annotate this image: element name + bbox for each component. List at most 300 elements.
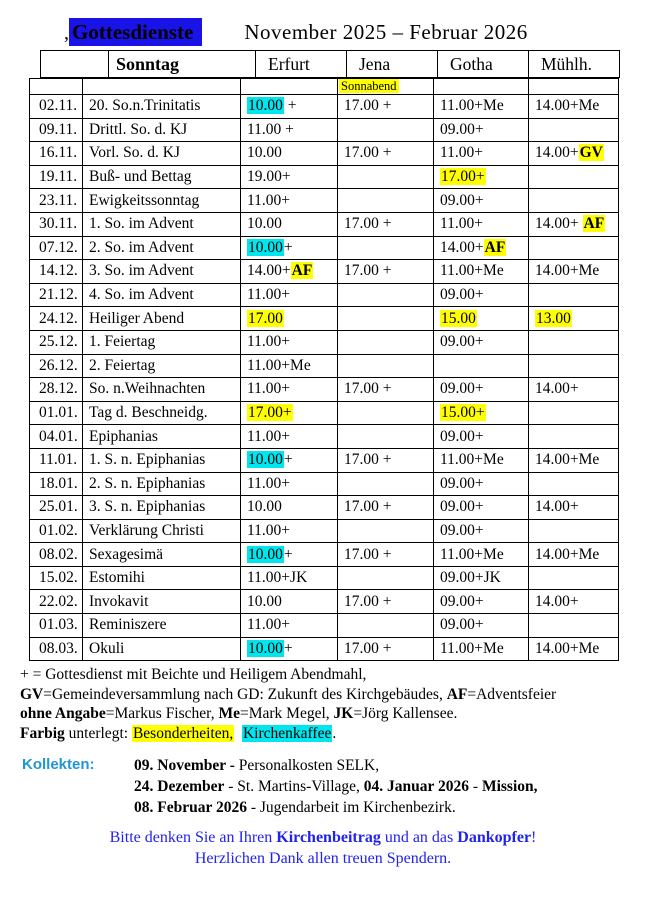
service-name-cell: Verklärung Christi: [83, 519, 241, 543]
schedule-row: [30, 401, 619, 425]
schedule-row: [30, 236, 619, 260]
time-cell-gotha: [434, 519, 529, 543]
text-segment: GV: [579, 144, 603, 162]
time-cell-jena: [338, 425, 434, 449]
time-cell-gotha: [434, 401, 529, 425]
text-segment: [234, 725, 242, 742]
schedule-row: [30, 330, 619, 354]
text-segment: =Jörg Kallensee.: [353, 705, 458, 723]
text-segment: 24. Dezember: [134, 777, 225, 795]
time-cell-erfurt: [241, 260, 338, 284]
title-highlight: Gottesdienste: [69, 18, 202, 46]
text-segment: +: [283, 238, 293, 256]
time-cell-erfurt: [241, 401, 338, 425]
service-name-cell: Okuli: [83, 637, 241, 661]
date-cell: 08.03.: [30, 637, 83, 661]
text-segment: =Markus Fischer,: [105, 705, 219, 723]
time-cell-gotha: [434, 79, 529, 95]
text-segment: + = Gottesdienst mit Beichte und Heiligem Abendmahl,: [20, 666, 367, 684]
legend-line: [20, 724, 646, 744]
time-cell-jena: [338, 165, 434, 189]
text-segment: 09.00+: [440, 427, 484, 445]
time-cell-gotha: [434, 378, 529, 402]
text-segment: 10.00: [248, 639, 283, 657]
text-segment: 10.00: [247, 592, 282, 610]
time-cell-erfurt: [241, 448, 338, 472]
service-name-cell: Ewigkeitssonntag: [83, 189, 241, 213]
service-name-cell: 3. So. im Advent: [83, 260, 241, 284]
text-segment: 17.00 +: [344, 380, 392, 398]
text-segment: AF: [446, 685, 468, 703]
service-name-cell: So. n.Weihnachten: [83, 378, 241, 402]
text-segment: 17.00 +: [344, 215, 392, 233]
text-segment: 11.00 +: [247, 120, 294, 138]
time-cell-erfurt: [241, 283, 338, 307]
text-segment: =Gemeindeversammlung nach GD: Zukunft des Kirchgebäudes,: [43, 685, 447, 703]
time-cell-muehlh: [529, 330, 619, 354]
time-cell-muehlh: [529, 189, 619, 213]
time-cell-muehlh: [529, 165, 619, 189]
header-empty-cell: [41, 51, 109, 78]
time-cell-erfurt: [241, 378, 338, 402]
text-segment: 09.00+: [440, 333, 484, 351]
date-cell: 11.01.: [30, 448, 83, 472]
text-segment: Dankopfer: [457, 828, 532, 846]
kollekten-line: [134, 797, 538, 818]
service-name-cell: Estomihi: [83, 566, 241, 590]
schedule-row: [30, 95, 619, 119]
time-cell-gotha: [434, 189, 529, 213]
text-segment: 10.00: [247, 498, 282, 516]
time-cell-erfurt: [241, 566, 338, 590]
time-cell-muehlh: [529, 378, 619, 402]
text-segment: Kirchenkaffee: [242, 725, 332, 743]
text-segment: 17.00 +: [344, 451, 392, 469]
text-segment: Herzlichen Dank allen treuen Spendern.: [194, 850, 452, 868]
text-segment: 14.00+Me: [535, 262, 600, 280]
date-cell: 16.11.: [30, 142, 83, 166]
schedule-row: [30, 283, 619, 307]
time-cell-erfurt: [241, 614, 338, 638]
text-segment: 11.00+: [247, 333, 291, 351]
text-segment: 09.00+: [440, 120, 484, 138]
time-cell-jena: [338, 590, 434, 614]
footer-note: [0, 827, 646, 870]
text-segment: JK: [333, 705, 354, 723]
time-cell-gotha: [434, 496, 529, 520]
time-cell-muehlh: [529, 614, 619, 638]
time-cell-muehlh: [529, 472, 619, 496]
page-title: [64, 20, 646, 45]
title-prefix: ,: [64, 22, 69, 44]
header-table: [40, 50, 620, 78]
text-segment: 14.00+: [535, 380, 579, 398]
time-cell-muehlh: [529, 260, 619, 284]
text-segment: +: [283, 639, 293, 657]
header-erfurt: Erfurt: [256, 51, 347, 78]
text-segment: 09.00+: [440, 592, 484, 610]
date-cell: [30, 79, 83, 95]
schedule-row: [30, 496, 619, 520]
text-segment: 17.00 +: [344, 639, 392, 657]
text-segment: 17.00+: [248, 404, 292, 422]
service-name-cell: Heiliger Abend: [83, 307, 241, 331]
text-segment: 17.00+: [441, 168, 485, 186]
schedule-row: [30, 590, 619, 614]
subheader-row: [30, 79, 619, 95]
time-cell-muehlh: [529, 307, 619, 331]
time-cell-erfurt: [241, 79, 338, 95]
time-cell-erfurt: [241, 354, 338, 378]
time-cell-jena: [338, 307, 434, 331]
time-cell-muehlh: [529, 519, 619, 543]
text-segment: - St. Martins-Village,: [224, 777, 364, 795]
text-segment: 17.00 +: [344, 592, 392, 610]
time-cell-erfurt: [241, 165, 338, 189]
header-gotha: Gotha: [438, 51, 529, 78]
legend-line: [20, 665, 646, 685]
time-cell-jena: [338, 142, 434, 166]
time-cell-gotha: [434, 614, 529, 638]
text-segment: Farbig: [20, 725, 65, 743]
time-cell-gotha: [434, 165, 529, 189]
time-cell-gotha: [434, 260, 529, 284]
text-segment: 14.00+: [535, 592, 579, 610]
date-cell: 21.12.: [30, 283, 83, 307]
header-muehlh: Mühlh.: [529, 51, 620, 78]
schedule-row: [30, 378, 619, 402]
legend-line: [20, 685, 646, 705]
text-segment: 11.00+Me: [440, 545, 504, 563]
header-jena: Jena: [347, 51, 438, 78]
schedule-row: [30, 519, 619, 543]
time-cell-jena: [338, 118, 434, 142]
text-segment: 11.00+Me: [247, 356, 311, 374]
text-segment: 14.00+Me: [535, 639, 600, 657]
text-segment: 19.00+: [247, 168, 291, 186]
text-segment: Me: [218, 705, 240, 723]
time-cell-erfurt: [241, 637, 338, 661]
text-segment: 15.00: [441, 309, 476, 327]
time-cell-erfurt: [241, 590, 338, 614]
schedule-table: [29, 78, 619, 661]
time-cell-gotha: [434, 330, 529, 354]
legend-line: [20, 704, 646, 724]
service-name-cell: 1. Feiertag: [83, 330, 241, 354]
kollekten-line: [134, 755, 538, 776]
time-cell-erfurt: [241, 330, 338, 354]
text-segment: 11.00+Me: [440, 97, 504, 115]
text-segment: 09.00+: [440, 616, 484, 634]
text-segment: 08. Februar 2026: [134, 798, 247, 816]
text-segment: 17.00 +: [344, 498, 392, 516]
schedule-row: [30, 189, 619, 213]
text-segment: 09. November -: [134, 756, 239, 774]
time-cell-jena: [338, 95, 434, 119]
service-name-cell: Vorl. So. d. KJ: [83, 142, 241, 166]
text-segment: 11.00+: [440, 144, 484, 162]
text-segment: ohne Angabe: [20, 705, 106, 723]
text-segment: 11.00+: [440, 215, 484, 233]
service-name-cell: Tag d. Beschneidg.: [83, 401, 241, 425]
text-segment: 14.00+Me: [535, 545, 600, 563]
kollekten-section: [22, 755, 646, 818]
time-cell-erfurt: [241, 307, 338, 331]
schedule-row: [30, 637, 619, 661]
kollekten-line: [134, 776, 538, 797]
service-name-cell: Sexagesimä: [83, 543, 241, 567]
time-cell-jena: [338, 637, 434, 661]
text-segment: 15.00+: [441, 404, 485, 422]
text-segment: 14.00+: [535, 215, 583, 233]
date-cell: 28.12.: [30, 378, 83, 402]
time-cell-muehlh: [529, 590, 619, 614]
text-segment: Mission,: [481, 777, 538, 795]
text-segment: !: [531, 828, 537, 846]
date-cell: 01.01.: [30, 401, 83, 425]
service-name-cell: Reminiszere: [83, 614, 241, 638]
date-cell: 14.12.: [30, 260, 83, 284]
text-segment: 09.00+JK: [440, 569, 501, 587]
text-segment: 04. Januar 2026: [363, 777, 470, 795]
time-cell-muehlh: [529, 448, 619, 472]
text-segment: Bitte denken Sie an Ihren: [109, 828, 277, 846]
schedule-row: [30, 307, 619, 331]
time-cell-jena: [338, 212, 434, 236]
schedule-row: [30, 165, 619, 189]
text-segment: 11.00+: [247, 521, 291, 539]
date-cell: 01.03.: [30, 614, 83, 638]
text-segment: 17.00 +: [344, 144, 392, 162]
text-segment: 10.00: [248, 451, 283, 469]
text-segment: 11.00+: [247, 474, 291, 492]
text-segment: 11.00+JK: [247, 569, 308, 587]
time-cell-gotha: [434, 448, 529, 472]
time-cell-gotha: [434, 637, 529, 661]
time-cell-gotha: [434, 354, 529, 378]
document-page: [0, 20, 646, 870]
text-segment: +: [283, 451, 293, 469]
text-segment: 10.00: [247, 144, 282, 162]
service-name-cell: 3. S. n. Epiphanias: [83, 496, 241, 520]
text-segment: 17.00: [248, 309, 283, 327]
time-cell-gotha: [434, 283, 529, 307]
text-segment: 11.00+: [247, 427, 291, 445]
text-segment: - Jugendarbeit im Kirchenbezirk.: [246, 798, 456, 816]
schedule-row: [30, 118, 619, 142]
time-cell-jena: [338, 354, 434, 378]
time-cell-jena: [338, 519, 434, 543]
time-cell-erfurt: [241, 118, 338, 142]
service-name-cell: [83, 79, 241, 95]
date-cell: 18.01.: [30, 472, 83, 496]
time-cell-erfurt: [241, 142, 338, 166]
time-cell-gotha: [434, 590, 529, 614]
text-segment: 10.00: [248, 545, 283, 563]
date-cell: 24.12.: [30, 307, 83, 331]
footer-line: [0, 827, 646, 849]
time-cell-muehlh: [529, 236, 619, 260]
schedule-row: [30, 425, 619, 449]
time-cell-muehlh: [529, 118, 619, 142]
time-cell-gotha: [434, 142, 529, 166]
time-cell-erfurt: [241, 95, 338, 119]
date-cell: 30.11.: [30, 212, 83, 236]
schedule-row: [30, 543, 619, 567]
date-cell: 25.01.: [30, 496, 83, 520]
date-cell: 22.02.: [30, 590, 83, 614]
text-segment: 09.00+: [440, 521, 484, 539]
text-segment: 11.00+Me: [440, 451, 504, 469]
time-cell-muehlh: [529, 401, 619, 425]
time-cell-jena: [338, 283, 434, 307]
text-segment: 14.00+: [535, 498, 579, 516]
service-name-cell: Epiphanias: [83, 425, 241, 449]
schedule-row: [30, 448, 619, 472]
text-segment: 09.00+: [440, 380, 484, 398]
time-cell-muehlh: [529, 354, 619, 378]
text-segment: 11.00+Me: [440, 639, 504, 657]
time-cell-muehlh: [529, 283, 619, 307]
service-name-cell: 1. S. n. Epiphanias: [83, 448, 241, 472]
kollekten-lines: [134, 755, 538, 818]
service-name-cell: Buß- und Bettag: [83, 165, 241, 189]
service-name-cell: 20. So.n.Trinitatis: [83, 95, 241, 119]
time-cell-jena: [338, 472, 434, 496]
time-cell-jena: [338, 260, 434, 284]
time-cell-erfurt: [241, 212, 338, 236]
schedule-row: [30, 142, 619, 166]
time-cell-gotha: [434, 543, 529, 567]
time-cell-muehlh: [529, 637, 619, 661]
time-cell-muehlh: [529, 212, 619, 236]
time-cell-gotha: [434, 566, 529, 590]
text-segment: 11.00+: [247, 191, 291, 209]
time-cell-jena: [338, 566, 434, 590]
schedule-row: [30, 566, 619, 590]
text-segment: AF: [291, 262, 313, 280]
time-cell-gotha: [434, 307, 529, 331]
text-segment: 10.00: [247, 215, 282, 233]
time-cell-muehlh: [529, 496, 619, 520]
text-segment: 14.00+: [535, 144, 579, 162]
text-segment: 11.00+Me: [440, 262, 504, 280]
footer-line: [0, 848, 646, 870]
text-segment: 10.00: [248, 97, 283, 115]
text-segment: 11.00+: [247, 616, 291, 634]
text-segment: -: [469, 777, 482, 795]
text-segment: Kirchenbeitrag: [276, 828, 381, 846]
sonnabend-note: Sonnabend: [341, 79, 397, 93]
time-cell-gotha: [434, 212, 529, 236]
text-segment: 10.00: [248, 238, 283, 256]
date-cell: 02.11.: [30, 95, 83, 119]
text-segment: 17.00 +: [344, 97, 392, 115]
text-segment: 14.00+: [440, 238, 484, 256]
text-segment: +: [283, 97, 297, 115]
text-segment: 17.00 +: [344, 262, 392, 280]
title-period: November 2025 – Februar 2026: [244, 20, 528, 44]
time-cell-gotha: [434, 425, 529, 449]
time-cell-erfurt: [241, 236, 338, 260]
time-cell-jena: [338, 330, 434, 354]
text-segment: Personalkosten SELK,: [238, 756, 380, 774]
date-cell: 25.12.: [30, 330, 83, 354]
text-segment: 14.00+Me: [535, 97, 600, 115]
text-segment: 14.00+Me: [535, 451, 600, 469]
time-cell-muehlh: [529, 79, 619, 95]
time-cell-jena: [338, 496, 434, 520]
date-cell: 08.02.: [30, 543, 83, 567]
time-cell-erfurt: [241, 189, 338, 213]
text-segment: 09.00+: [440, 498, 484, 516]
time-cell-jena: [338, 448, 434, 472]
time-cell-muehlh: [529, 95, 619, 119]
schedule-row: [30, 260, 619, 284]
service-name-cell: 2. Feiertag: [83, 354, 241, 378]
text-segment: Besonderheiten,: [132, 725, 234, 743]
time-cell-muehlh: [529, 142, 619, 166]
schedule-row: [30, 212, 619, 236]
time-cell-jena: [338, 378, 434, 402]
text-segment: 09.00+: [440, 191, 484, 209]
header-sonntag: Sonntag: [109, 51, 256, 78]
time-cell-erfurt: [241, 425, 338, 449]
time-cell-muehlh: [529, 566, 619, 590]
time-cell-erfurt: [241, 519, 338, 543]
date-cell: 04.01.: [30, 425, 83, 449]
time-cell-jena: [338, 614, 434, 638]
text-segment: AF: [484, 238, 506, 256]
date-cell: 23.11.: [30, 189, 83, 213]
time-cell-jena: [338, 401, 434, 425]
date-cell: 15.02.: [30, 566, 83, 590]
time-cell-erfurt: [241, 496, 338, 520]
time-cell-erfurt: [241, 472, 338, 496]
time-cell-jena: [338, 189, 434, 213]
text-segment: 09.00+: [440, 286, 484, 304]
text-segment: =Mark Megel,: [239, 705, 334, 723]
time-cell-erfurt: [241, 543, 338, 567]
text-segment: 14.00+: [247, 262, 291, 280]
text-segment: 13.00: [536, 309, 571, 327]
schedule-row: [30, 472, 619, 496]
time-cell-jena: [338, 79, 434, 95]
date-cell: 07.12.: [30, 236, 83, 260]
text-segment: =Adventsfeier: [467, 685, 557, 703]
legend: [20, 665, 646, 743]
schedule-row: [30, 614, 619, 638]
date-cell: 26.12.: [30, 354, 83, 378]
service-name-cell: 1. So. im Advent: [83, 212, 241, 236]
service-name-cell: 4. So. im Advent: [83, 283, 241, 307]
text-segment: unterlegt:: [64, 725, 132, 743]
service-name-cell: 2. So. im Advent: [83, 236, 241, 260]
text-segment: 11.00+: [247, 380, 291, 398]
text-segment: +: [283, 545, 293, 563]
header-row: [41, 51, 620, 78]
date-cell: 19.11.: [30, 165, 83, 189]
time-cell-muehlh: [529, 543, 619, 567]
time-cell-gotha: [434, 472, 529, 496]
time-cell-muehlh: [529, 425, 619, 449]
schedule-row: [30, 354, 619, 378]
date-cell: 01.02.: [30, 519, 83, 543]
service-name-cell: 2. S. n. Epiphanias: [83, 472, 241, 496]
service-name-cell: Invokavit: [83, 590, 241, 614]
time-cell-jena: [338, 543, 434, 567]
kollekten-label: Kollekten:: [22, 755, 95, 773]
